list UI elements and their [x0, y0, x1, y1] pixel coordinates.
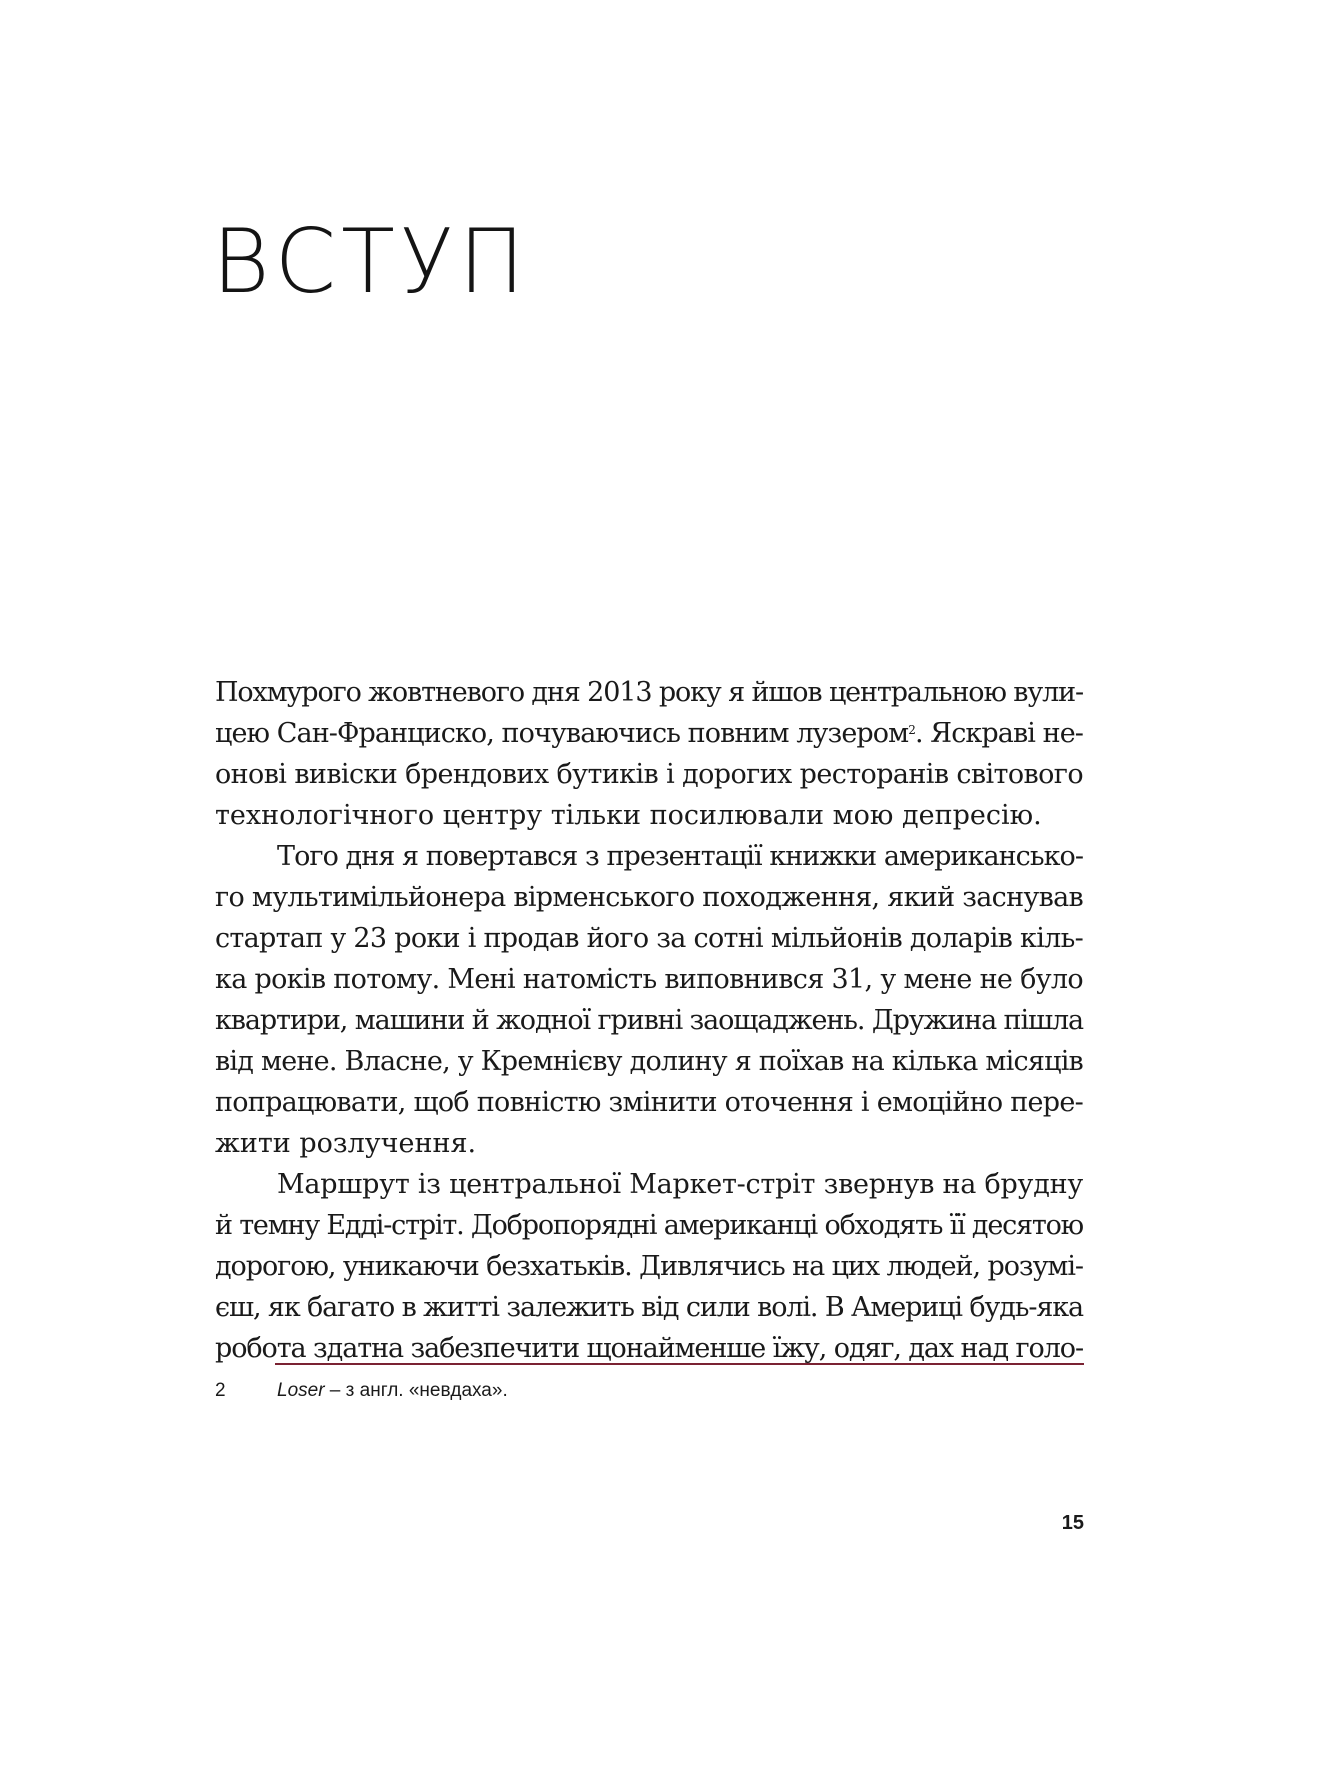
- body-text: [215, 672, 1083, 1369]
- text-line: го мультимільйонера вірменського походження, який заснував: [215, 882, 1083, 913]
- text-line: технологічного центру тільки посилювали мою депресію.: [215, 800, 1042, 831]
- text-line: дорогою, уникаючи безхатьків. Дивлячись на цих людей, розумі-: [215, 1251, 1083, 1282]
- text-line-part: цею Сан-Франциско, почуваючись повним лузером: [215, 718, 909, 749]
- text-line: від мене. Власне, у Кремнієву долину я поїхав на кілька місяців: [215, 1046, 1083, 1077]
- chapter-title: ВСТУП: [212, 210, 530, 313]
- text-line: жити розлучення.: [215, 1128, 477, 1159]
- text-line-part: . Яскраві не-: [914, 718, 1083, 749]
- page-number: 15: [1061, 1512, 1084, 1534]
- text-line: Того дня я повертався з презентації книжки американсько-: [277, 841, 1083, 872]
- text-line: попрацювати, щоб повністю змінити оточення і емоційно пере-: [215, 1087, 1083, 1118]
- text-line: стартап у 23 роки і продав його за сотні мільйонів доларів кіль-: [215, 923, 1083, 954]
- text-line: онові вивіски брендових бутиків і дорогих ресторанів світового: [215, 759, 1083, 790]
- footnote-reference[interactable]: 2: [908, 723, 915, 737]
- text-line: робота здатна забезпечити щонайменше їжу, одяг, дах над голо-: [215, 1333, 1083, 1364]
- footnote-text: [277, 1380, 508, 1402]
- paragraph-3: [215, 1164, 1083, 1369]
- text-line: Похмурого жовтневого дня 2013 року я йшов центральною вули-: [215, 677, 1084, 708]
- footnote-definition: – з англ. «невдаха».: [324, 1380, 508, 1401]
- text-line: ка років потому. Мені натомість виповнився 31, у мене не було: [215, 964, 1083, 995]
- footnote-number: 2: [215, 1380, 226, 1401]
- footnote-term: Loser: [277, 1380, 325, 1401]
- text-line: квартири, машини й жодної гривні заощаджень. Дружина пішла: [215, 1005, 1083, 1036]
- text-line: єш, як багато в житті залежить від сили волі. В Америці будь-яка: [215, 1292, 1083, 1323]
- text-line: [215, 713, 1083, 754]
- paragraph-1: [215, 672, 1083, 836]
- text-line: Маршрут із центральної Маркет-стріт звернув на брудну: [277, 1169, 1083, 1200]
- footnote-divider: [275, 1363, 1084, 1365]
- text-line: й темну Едді-стріт. Добропорядні американці обходять її десятою: [215, 1210, 1083, 1241]
- paragraph-2: [215, 836, 1083, 1164]
